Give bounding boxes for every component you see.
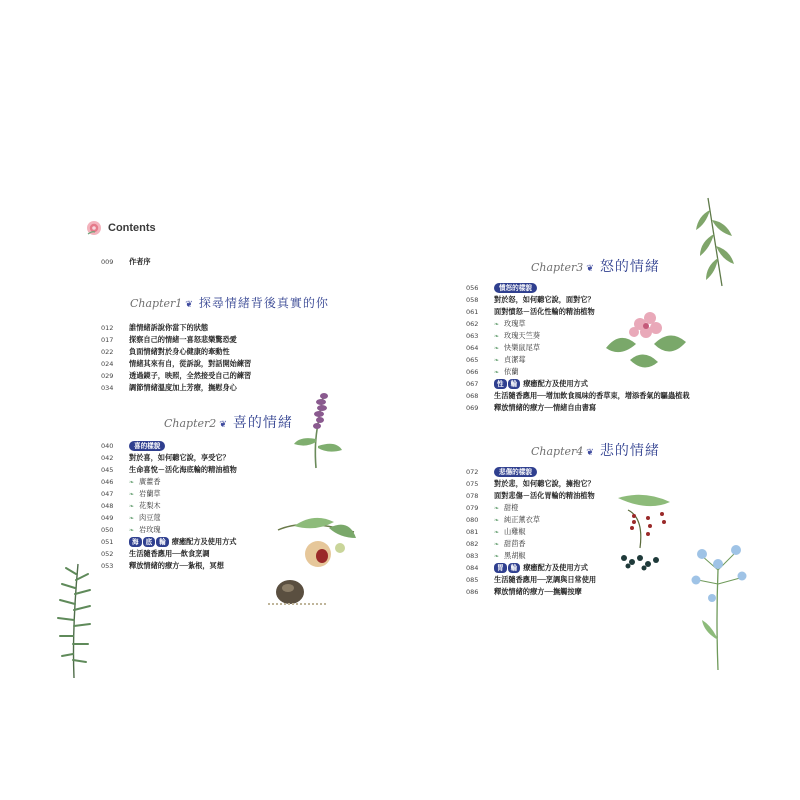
toc-entry[interactable] bbox=[101, 322, 208, 334]
blue-flower-illustration bbox=[684, 540, 752, 672]
leaf-bullet-icon: ❧ bbox=[494, 540, 500, 548]
toc-entry[interactable] bbox=[466, 390, 690, 402]
toc-entry[interactable] bbox=[466, 330, 540, 342]
chakra-tag: 底 bbox=[143, 537, 156, 547]
toc-entry[interactable] bbox=[466, 366, 518, 378]
plant-name: 黑胡椒 bbox=[504, 551, 526, 560]
page-number: 086 bbox=[466, 588, 479, 596]
page-number: 075 bbox=[466, 480, 479, 488]
chapter-1-heading[interactable] bbox=[130, 294, 329, 311]
page-number: 062 bbox=[466, 320, 479, 328]
plant-name: 玫瑰草 bbox=[504, 319, 526, 328]
toc-entry[interactable] bbox=[466, 550, 526, 562]
page-number: 067 bbox=[466, 380, 479, 388]
toc-entry[interactable] bbox=[101, 560, 224, 572]
page-number: 051 bbox=[101, 538, 114, 546]
page-number: 009 bbox=[101, 258, 114, 266]
page-title: Contents bbox=[108, 222, 156, 234]
toc-entry[interactable] bbox=[466, 562, 588, 574]
entry-label: 療癒配方及使用方式 bbox=[523, 563, 588, 572]
plant-name: 岩蘭草 bbox=[139, 489, 161, 498]
toc-entry[interactable] bbox=[466, 586, 582, 598]
entry-label: 誰情緒訴說你當下的狀態 bbox=[129, 323, 209, 332]
chapter-script: Chapter bbox=[531, 445, 577, 458]
toc-entry[interactable] bbox=[466, 526, 526, 538]
toc-entry[interactable] bbox=[101, 334, 237, 346]
section-tag: 憤怒的樣貌 bbox=[494, 283, 537, 293]
entry-label: 負面情緒對於身心健康的牽動性 bbox=[129, 347, 230, 356]
resin-stone-illustration bbox=[262, 572, 332, 608]
toc-entry[interactable] bbox=[101, 382, 237, 394]
toc-entry[interactable] bbox=[466, 514, 540, 526]
entry-label: 療癒配方及使用方式 bbox=[523, 379, 588, 388]
plant-name: 依蘭 bbox=[504, 367, 519, 376]
toc-entry[interactable] bbox=[466, 574, 596, 586]
plant-name: 純正薰衣草 bbox=[504, 515, 540, 524]
plant-name: 山雞椒 bbox=[504, 527, 526, 536]
toc-entry[interactable] bbox=[466, 318, 526, 330]
page-number: 056 bbox=[466, 284, 479, 292]
entry-label: 對於怒，如何聽它說，面對它？ bbox=[494, 295, 595, 304]
page-number: 022 bbox=[101, 348, 114, 356]
leaf-bullet-icon: ❧ bbox=[494, 344, 500, 352]
chapter-script: Chapter bbox=[531, 261, 577, 274]
chapter-title: 悲的情緒 bbox=[599, 443, 660, 459]
toc-entry[interactable] bbox=[466, 402, 596, 414]
entry-label: 生活隨香應用──烹調與日常使用 bbox=[494, 575, 597, 584]
toc-entry[interactable] bbox=[466, 502, 518, 514]
page-number: 049 bbox=[101, 514, 114, 522]
entry-label: 釋放情緒的療方──紮根，冥想 bbox=[129, 561, 224, 570]
page-number: 050 bbox=[101, 526, 114, 534]
entry-label: 作者序 bbox=[129, 257, 151, 266]
toc-entry[interactable] bbox=[466, 342, 540, 354]
leaf-bullet-icon: ❧ bbox=[129, 502, 135, 510]
leaf-bullet-icon: ❧ bbox=[494, 332, 500, 340]
page-number: 079 bbox=[466, 504, 479, 512]
plant-name: 岩玫瑰 bbox=[139, 525, 161, 534]
page-number: 040 bbox=[101, 442, 114, 450]
chapter-mark-icon: ❦ bbox=[586, 448, 594, 458]
entry-label: 生活隨香應用──飲食烹調 bbox=[129, 549, 210, 558]
entry-label: 對於悲，如何聽它說，擁抱它？ bbox=[494, 479, 595, 488]
plant-name: 甜橙 bbox=[504, 503, 519, 512]
leaf-bullet-icon: ❧ bbox=[129, 526, 135, 534]
page-number: 081 bbox=[466, 528, 479, 536]
toc-entry[interactable] bbox=[101, 476, 161, 488]
chapter-mark-icon: ❦ bbox=[185, 300, 193, 310]
leaf-bullet-icon: ❧ bbox=[494, 552, 500, 560]
page-number: 052 bbox=[101, 550, 114, 558]
chapter-script: Chapter bbox=[164, 417, 210, 430]
plant-name: 快樂鼠尾草 bbox=[504, 343, 540, 352]
leaf-bullet-icon: ❧ bbox=[129, 478, 135, 486]
plant-name: 玫瑰天竺葵 bbox=[504, 331, 540, 340]
page-number: 042 bbox=[101, 454, 114, 462]
chapter-mark-icon: ❦ bbox=[219, 420, 227, 430]
toc-entry[interactable] bbox=[466, 354, 526, 366]
toc-entry[interactable] bbox=[101, 500, 161, 512]
toc-entry[interactable] bbox=[101, 488, 161, 500]
toc-entry[interactable] bbox=[101, 358, 251, 370]
entry-label: 釋放情緒的療方──情緒自由書寫 bbox=[494, 403, 597, 412]
chapter-mark-icon: ❦ bbox=[586, 264, 594, 274]
page-number: 058 bbox=[466, 296, 479, 304]
plant-name: 甜茴香 bbox=[504, 539, 526, 548]
page-number: 012 bbox=[101, 324, 114, 332]
page-number: 065 bbox=[466, 356, 479, 364]
nutmeg-branch-illustration bbox=[274, 514, 358, 572]
toc-entry[interactable] bbox=[466, 478, 595, 490]
geranium-illustration bbox=[600, 304, 690, 376]
toc-entry[interactable] bbox=[101, 452, 230, 464]
page-number: 083 bbox=[466, 552, 479, 560]
toc-entry[interactable] bbox=[466, 490, 595, 502]
leaf-bullet-icon: ❧ bbox=[494, 528, 500, 536]
toc-entry[interactable] bbox=[101, 464, 237, 476]
toc-entry[interactable] bbox=[101, 440, 165, 452]
leaf-bullet-icon: ❧ bbox=[494, 516, 500, 524]
chapter-number: 4 bbox=[576, 445, 584, 458]
willow-sprig-illustration bbox=[694, 196, 738, 288]
toc-entry[interactable] bbox=[466, 294, 595, 306]
page-number: 072 bbox=[466, 468, 479, 476]
entry-label: 情緒其來有自，從訴說，對話開始練習 bbox=[129, 359, 252, 368]
entry-label: 生活隨香應用──增加飲食風味的香草束，增添香氣的驅蟲植栽 bbox=[494, 391, 690, 400]
toc-entry[interactable] bbox=[101, 548, 210, 560]
entry-label: 面對憤怒－活化性輪的精油植物 bbox=[494, 307, 595, 316]
plant-name: 肉豆蔻 bbox=[139, 513, 161, 522]
chapter-4-heading[interactable] bbox=[531, 440, 660, 460]
page-number: 046 bbox=[101, 478, 114, 486]
entry-label: 釋放情緒的療方──撫觸按摩 bbox=[494, 587, 582, 596]
chakra-tag: 海 bbox=[129, 537, 142, 547]
chapter-title: 探尋情緒背後真實的你 bbox=[198, 296, 329, 310]
toc-entry[interactable] bbox=[466, 378, 588, 390]
flower-sprig-illustration bbox=[286, 384, 346, 470]
page-number: 063 bbox=[466, 332, 479, 340]
rosemary-sprig-illustration bbox=[48, 560, 98, 680]
contents-header bbox=[84, 216, 156, 240]
entry-label: 對於喜，如何聽它說，享受它？ bbox=[129, 453, 230, 462]
chakra-tag: 胃 bbox=[494, 563, 507, 573]
plant-name: 貞潔莓 bbox=[504, 355, 526, 364]
page-number: 034 bbox=[101, 384, 114, 392]
chapter-number: 3 bbox=[576, 261, 584, 274]
leaf-bullet-icon: ❧ bbox=[494, 504, 500, 512]
toc-entry[interactable] bbox=[466, 306, 595, 318]
page-number: 085 bbox=[466, 576, 479, 584]
page-number: 061 bbox=[466, 308, 479, 316]
page-number: 078 bbox=[466, 492, 479, 500]
toc-entry[interactable] bbox=[466, 538, 526, 550]
leaf-bullet-icon: ❧ bbox=[494, 356, 500, 364]
entry-label: 生命喜悅－活化海底輪的精油植物 bbox=[129, 465, 237, 474]
leaf-bullet-icon: ❧ bbox=[494, 320, 500, 328]
chapter-3-heading[interactable] bbox=[531, 256, 660, 276]
chapter-2-heading[interactable] bbox=[164, 412, 293, 432]
toc-entry[interactable] bbox=[101, 536, 236, 548]
page-number: 024 bbox=[101, 360, 114, 368]
toc-entry-preface[interactable] bbox=[101, 256, 151, 268]
flower-icon bbox=[84, 218, 104, 238]
page-number: 047 bbox=[101, 490, 114, 498]
chakra-tag: 輪 bbox=[508, 379, 521, 389]
page-number: 048 bbox=[101, 502, 114, 510]
page-number: 084 bbox=[466, 564, 479, 572]
page-number: 066 bbox=[466, 368, 479, 376]
page-number: 068 bbox=[466, 392, 479, 400]
leaf-bullet-icon: ❧ bbox=[129, 514, 135, 522]
page-number: 029 bbox=[101, 372, 114, 380]
chapter-number: 2 bbox=[209, 417, 217, 430]
toc-entry[interactable] bbox=[466, 282, 537, 294]
toc-entry[interactable] bbox=[101, 346, 230, 358]
entry-label: 調節情緒溫度加上芳療，撫慰身心 bbox=[129, 383, 237, 392]
toc-entry[interactable] bbox=[101, 370, 251, 382]
page-number: 017 bbox=[101, 336, 114, 344]
pepper-plant-illustration bbox=[604, 488, 684, 572]
entry-label: 療癒配方及使用方式 bbox=[171, 537, 237, 546]
section-tag: 喜的樣貌 bbox=[129, 441, 165, 451]
chapter-title: 喜的情緒 bbox=[232, 415, 293, 431]
chapter-script: Chapter bbox=[130, 297, 176, 310]
page-number: 069 bbox=[466, 404, 479, 412]
entry-label: 面對悲傷－活化胃輪的精油植物 bbox=[494, 491, 595, 500]
plant-name: 花梨木 bbox=[139, 501, 161, 510]
leaf-bullet-icon: ❧ bbox=[494, 368, 500, 376]
entry-label: 探察自己的情緒一喜怒悲樂驚恐愛 bbox=[129, 335, 237, 344]
chapter-number: 1 bbox=[175, 297, 183, 310]
toc-entry[interactable] bbox=[466, 466, 537, 478]
chapter-title: 怒的情緒 bbox=[599, 259, 660, 275]
page-number: 053 bbox=[101, 562, 114, 570]
page-number: 064 bbox=[466, 344, 479, 352]
page-number: 082 bbox=[466, 540, 479, 548]
chakra-tag: 輪 bbox=[508, 563, 521, 573]
page-number: 045 bbox=[101, 466, 114, 474]
chakra-tag: 性 bbox=[494, 379, 507, 389]
plant-name: 廣藿香 bbox=[139, 477, 161, 486]
entry-label: 透過鏡子，映照，全然接受自己的練習 bbox=[129, 371, 252, 380]
toc-entry[interactable] bbox=[101, 512, 161, 524]
leaf-bullet-icon: ❧ bbox=[129, 490, 135, 498]
page-number: 080 bbox=[466, 516, 479, 524]
chakra-tag: 輪 bbox=[156, 537, 169, 547]
toc-entry[interactable] bbox=[101, 524, 161, 536]
section-tag: 悲傷的樣貌 bbox=[494, 467, 537, 477]
